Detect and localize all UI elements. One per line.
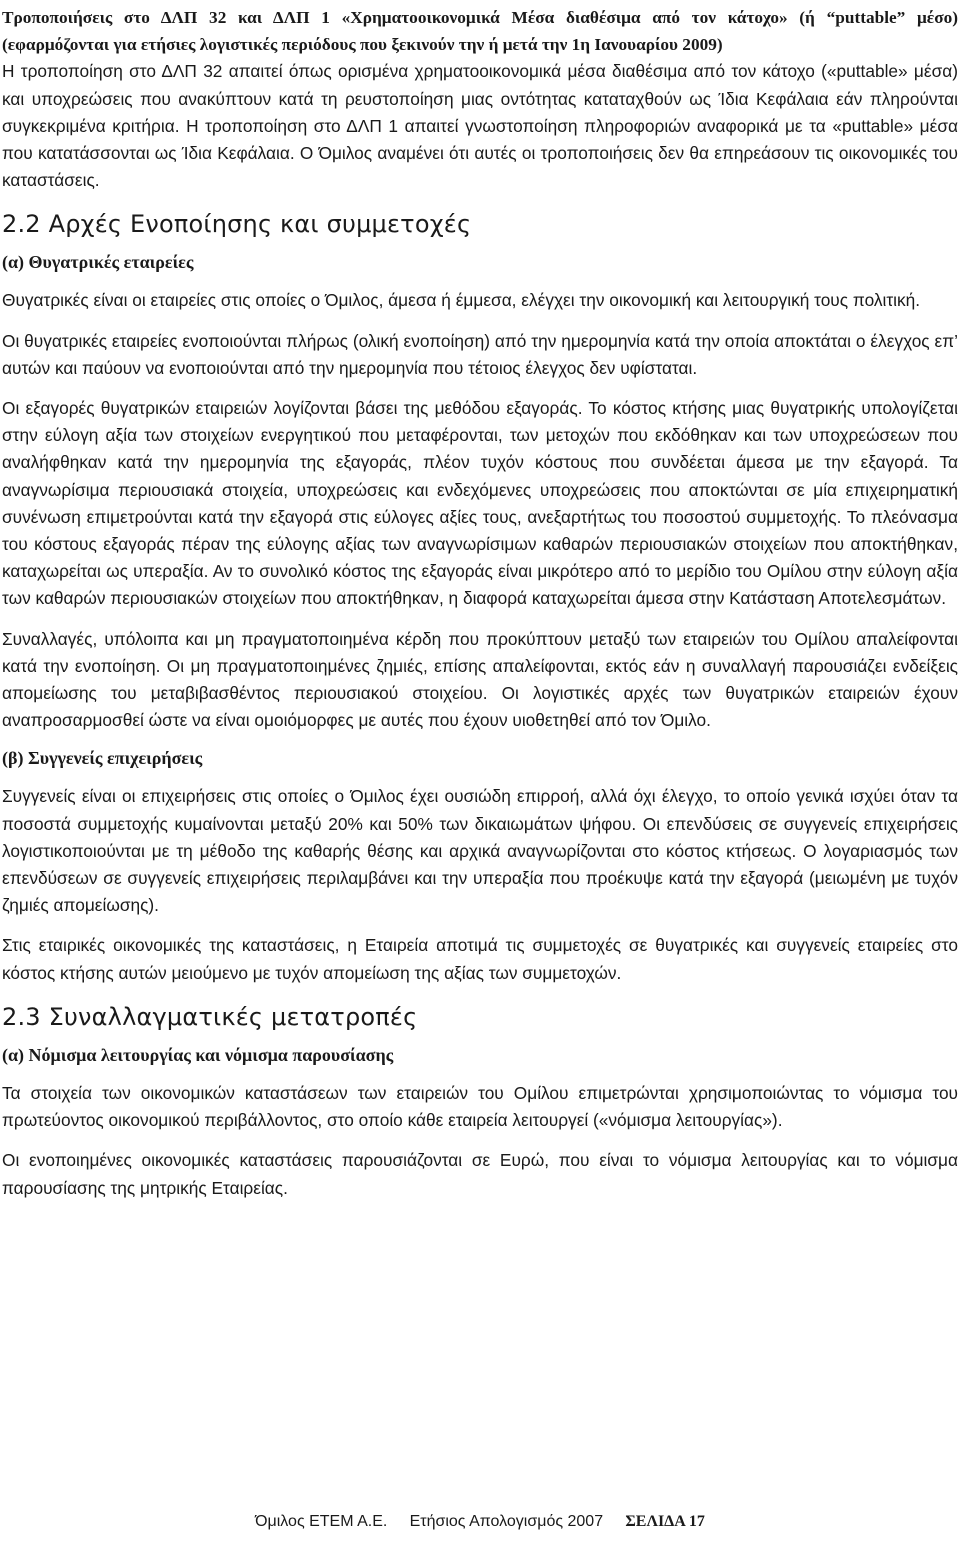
subsection-currency-title: (α) Νόμισμα λειτουργίας και νόμισμα παρουσίασης bbox=[2, 1044, 394, 1065]
intro-body: Η τροποποίηση στο ΔΛΠ 32 απαιτεί όπως ορισμένα χρηματοοικονομικά μέσα διαθέσιμα από τον κάτοχο («puttable» μέσα) και υποχρεώσεις που ανακύπτουν κατά τη ρευστοποίηση μιας οντότητας καταταχθούν ως Ίδια Κεφάλαια εάν πληρούνται συγκεκριμένα κριτήρια. Η τροποποίηση στο ΔΛΠ 1 απαιτεί γνωστοποίηση πληροφοριών αναφορικά με τα «puttable» μέσα που κατατάσσονται ως Ίδια Κεφάλαια. Ο Όμιλος αναμένει ότι αυτές οι τροποποιήσεις δεν θα επηρεάσουν τις οικονομικές του καταστάσεις. bbox=[2, 61, 958, 191]
currency-paragraph-1: Τα στοιχεία των οικονομικών καταστάσεων των εταιρειών του Ομίλου επιμετρώνται χρησιμοποιώντας το νόμισμα του πρωτεύοντος οικονομικού περιβάλλοντος, στο οποίο κάθε εταιρεία λειτουργεί («νόμισμα λειτουργίας»). bbox=[2, 1082, 958, 1131]
intro-heading: Τροποποιήσεις στο ΔΛΠ 32 και ΔΛΠ 1 «Χρηματοοικονομικά Μέσα διαθέσιμα από τον κάτοχο» (ή “puttable” μέσο) (εφαρμόζονται για ετήσιες λογιστικές περιόδους που ξεκινούν την ή μετά την 1η Ιανουαρίου 2009) bbox=[2, 8, 958, 55]
section-2-2-title: 2.2 Αρχές Ενοποίησης και συμμετοχές bbox=[2, 210, 472, 239]
subsidiaries-paragraph-4: Συναλλαγές, υπόλοιπα και μη πραγματοποιημένα κέρδη που προκύπτουν μεταξύ των εταιρειών του Ομίλου απαλείφονται κατά την ενοποίηση. Οι μη πραγματοποιημένες ζημιές, επίσης απαλείφονται, εκτός εάν η συναλλαγή παρουσιάζει ενδείξεις απομείωσης του μεταβιβασθέντος περιουσιακού στοιχείου. Οι λογιστικές αρχές των θυγατρικών εταιρειών έχουν αναπροσαρμοσθεί ώστε να είναι ομοιόμορφες με αυτές που έχουν υιοθετηθεί από τον Όμιλο. bbox=[2, 628, 958, 731]
footer-company: Όμιλος ΕΤΕΜ Α.Ε. bbox=[255, 1513, 388, 1530]
footer-report: Ετήσιος Απολογισμός 2007 bbox=[409, 1513, 604, 1530]
associates-paragraph-1: Συγγενείς είναι οι επιχειρήσεις στις οποίες ο Όμιλος έχει ουσιώδη επιρροή, αλλά όχι έλεγχο, το οποίο γενικά ισχύει όταν τα ποσοστά συμμετοχής κυμαίνονται μεταξύ 20% και 50% των δικαιωμάτων ψήφου. Οι επενδύσεις σε συγγενείς επιχειρήσεις λογιστικοποιούνται με τη μέθοδο της καθαρής θέσης και αρχικά αναγνωρίζονται στο κόστος κτήσεως. Ο λογαριασμός των επενδύσεων σε συγγενείς επιχειρήσεις περιλαμβάνει και την υπεραξία που προέκυψε κατά την εξαγορά (μειωμένη με τυχόν ζημιές απομείωσης). bbox=[2, 786, 958, 916]
subsidiaries-paragraph-3: Οι εξαγορές θυγατρικών εταιρειών λογίζονται βάσει της μεθόδου εξαγοράς. Το κόστος κτήσης μιας θυγατρικής υπολογίζεται στην εύλογη αξία των στοιχείων ενεργητικού που μεταφέρονται, των μετοχών που εκδόθηκαν και των υποχρεώσεων που αναλήφθηκαν κατά την ημερομηνία της εξαγοράς, πλέον τυχόν κόστους που συνδέεται άμεσα με την εξαγορά. Τα αναγνωρίσιμα περιουσιακά στοιχεία, υποχρεώσεις και ενδεχόμενες υποχρεώσεις που αποκτώνται σε μία επιχειρηματική συνένωση επιμετρούνται κατά την εξαγορά στις εύλογες αξίες τους, ανεξαρτήτως του ποσοστού συμμετοχής. Το πλεόνασμα του κόστους εξαγοράς πέραν της εύλογης αξίας των αναγνωρίσιμων καθαρών περιουσιακών στοιχείων που αποκτήθηκαν, καταχωρείται ως υπεραξία. Αν το συνολικό κόστος της εξαγοράς είναι μικρότερο από το μερίδιο του Ομίλου στην εύλογη αξία των καθαρών περιουσιακών στοιχείων που αποκτήθηκαν, η διαφορά καταχωρείται άμεσα στην Κατάσταση Αποτελεσμάτων. bbox=[2, 398, 958, 609]
subsection-associates-title: (β) Συγγενείς επιχειρήσεις bbox=[2, 748, 203, 769]
page-footer bbox=[0, 1513, 960, 1531]
section-2-3-title: 2.3 Συναλλαγματικές μετατροπές bbox=[2, 1002, 418, 1031]
intro-paragraph bbox=[2, 4, 958, 194]
subsidiaries-paragraph-2: Οι θυγατρικές εταιρείες ενοποιούνται πλήρως (ολική ενοποίηση) από την ημερομηνία κατά την οποία αποκτάται ο έλεγχος επ’ αυτών και παύουν να ενοποιούνται από την ημερομηνία που τέτοιος έλεγχος δεν υφίσταται. bbox=[2, 330, 958, 378]
footer-page-number: ΣΕΛΙΔΑ 17 bbox=[625, 1513, 705, 1530]
subsidiaries-paragraph-1: Θυγατρικές είναι οι εταιρείες στις οποίες ο Όμιλος, άμεσα ή έμμεσα, ελέγχει την οικονομική και λειτουργική τους πολιτική. bbox=[2, 290, 921, 311]
subsection-subsidiaries-title: (α) Θυγατρικές εταιρείες bbox=[2, 252, 194, 273]
associates-paragraph-2: Στις εταιρικές οικονομικές της καταστάσεις, η Εταιρεία αποτιμά τις συμμετοχές σε θυγατρικές και συγγενείς εταιρείες στο κόστος κτήσης αυτών μειούμενο με τυχόν απομείωση της αξίας των συμμετοχών. bbox=[2, 935, 958, 983]
currency-paragraph-2: Οι ενοποιημένες οικονομικές καταστάσεις παρουσιάζονται σε Ευρώ, που είναι το νόμισμα λειτουργίας και το νόμισμα παρουσίασης της μητρικής Εταιρείας. bbox=[2, 1150, 958, 1198]
